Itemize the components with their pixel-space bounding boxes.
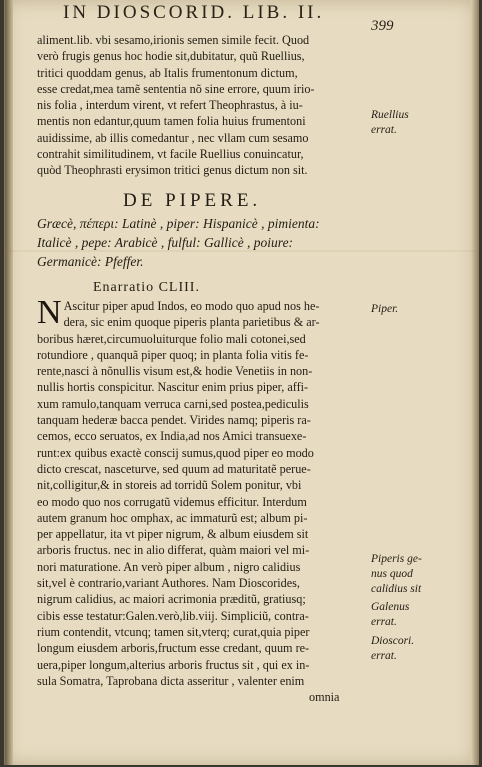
page-gutter (5, 0, 13, 765)
marginal-note-dioscori: Dioscori. errat. (371, 635, 415, 662)
text-line: eo modo quo nos corrugatũ videmus efficitur. Interdum (37, 494, 307, 509)
text-line: cibis esse testatur:Galen.verò,lib.viij. Simpliciũ, contra- (37, 608, 309, 623)
text-line: tanquam hederæ bacca pendet. Virides namq; piperis ra- (37, 413, 311, 428)
running-head: IN DIOSCORID. LIB. II. (63, 2, 325, 23)
text-line: runt:ex quibus exactè conscij sumus,quod piper eo modo (37, 445, 314, 460)
text-line: rium contendit, vtcunq; tamen sit,vterq; curat,quia piper (37, 624, 310, 639)
text-line: nigrum calidius, ac maiori acrimonia præditũ, gratiusq; (37, 592, 306, 607)
text-line: cemos, ecco seruatos, ex India,ad nos Amici transuexe- (37, 429, 307, 444)
marginal-note-piperis: Piperis ge- nus quod calidius sit (371, 553, 422, 595)
names-line: Germanicè: Pfeffer. (37, 254, 144, 269)
enarratio-heading: Enarratio CLIII. (93, 280, 200, 295)
text-line: aliment.lib. vbi sesamo,irionis semen simile fecit. Quod (37, 33, 310, 47)
text-line: arboris fructus. nec in alio differat, quàm maiori vel mi- (37, 543, 310, 558)
text-line: nullis hortis conspicitur. Nascitur enim prius piper, affi- (37, 380, 309, 395)
marginal-note-piper: Piper. (371, 303, 399, 315)
text-line: sula Somatra, Taprobana dicta asseritur , valenter enim (37, 673, 305, 688)
text-line: nis folia , interdum virent, vt refert Theophrastus, à iu- (37, 98, 303, 113)
text-line: sit,vel è contrario,variant Authores. Nam Dioscorides, (37, 576, 300, 591)
text-line: xum ramulo,tanquam verruca carni,sed postea,pediculis (37, 396, 309, 411)
text-line: nori maturatione. An verò piper album , nigro calidius (37, 559, 301, 574)
page-edge (471, 0, 479, 765)
text-line: contrahit similitudinem, vt facile Ruellius conuincatur, (37, 147, 304, 162)
drop-initial: N (37, 294, 62, 331)
text-block-erysimon (37, 32, 369, 179)
names-line: Italicè , pepe: Arabicè , fulful: Gallicè , poiure: (37, 235, 294, 250)
text-block-piper (37, 294, 369, 705)
text-line: dicto crescat, nasceturve, sed quum ad maturitatẽ perue- (37, 461, 311, 476)
names-line: Græcè, πέπερι: Latinè , piper: Hispanicè , pimienta: (37, 216, 320, 231)
text-line: quòd Theophrasti erysimon tritici genus dictum non sit. (37, 163, 308, 178)
page-number: 399 (371, 18, 394, 34)
text-line: autem granum hoc omphax, ac immaturũ est; album pi- (37, 510, 308, 525)
text-line: esse credat,mea tamẽ sententia nõ sine errore, quum irio- (37, 81, 315, 96)
text-line: nit,colligitur,& in storeis ad torridũ Solem ponitur, vbi (37, 478, 302, 493)
text-line: tritici quoddam genus, ab Italis frumentonum dictum, (37, 65, 298, 80)
names-block (37, 214, 369, 271)
text-line: rente,nasci à nõnullis visum est,& hodie Venetiis in non- (37, 364, 313, 379)
section-title: DE PIPERE. (123, 190, 262, 211)
text-line: Ascitur piper apud Indos, eo modo quo apud nos he- (63, 299, 320, 313)
marginal-note-ruellius: Ruellius errat. (371, 109, 409, 136)
text-line: per appellatur, ita vt piper nigrum, & album eiusdem sit (37, 527, 309, 542)
text-line: omnia (309, 690, 340, 705)
text-line: longum eiusdem arboris,fructum esse credant, quum re- (37, 641, 310, 656)
text-line: boribus hæret,circumuoluiturque folio mali cotonei,sed (37, 331, 306, 346)
text-line: uera,piper longum,alterius arboris fructus sit , qui ex in- (37, 657, 310, 672)
text-line: auidissime, ab illis comedantur , nec vllam cum sesamo (37, 130, 309, 145)
text-line: rotundiore , quanquã piper quoq; in planta folia vitis fe- (37, 347, 309, 362)
book-page (4, 0, 476, 765)
text-line: mentis non edantur,quum tamen folia huius frumentoni (37, 114, 306, 129)
marginal-note-galenus: Galenus errat. (371, 601, 410, 628)
text-line: dera, sic enim quoque piperis planta parietibus & ar- (63, 315, 320, 330)
text-line: verò frugis genus hoc hodie sit,dubitatur, quũ Ruellius, (37, 49, 305, 64)
